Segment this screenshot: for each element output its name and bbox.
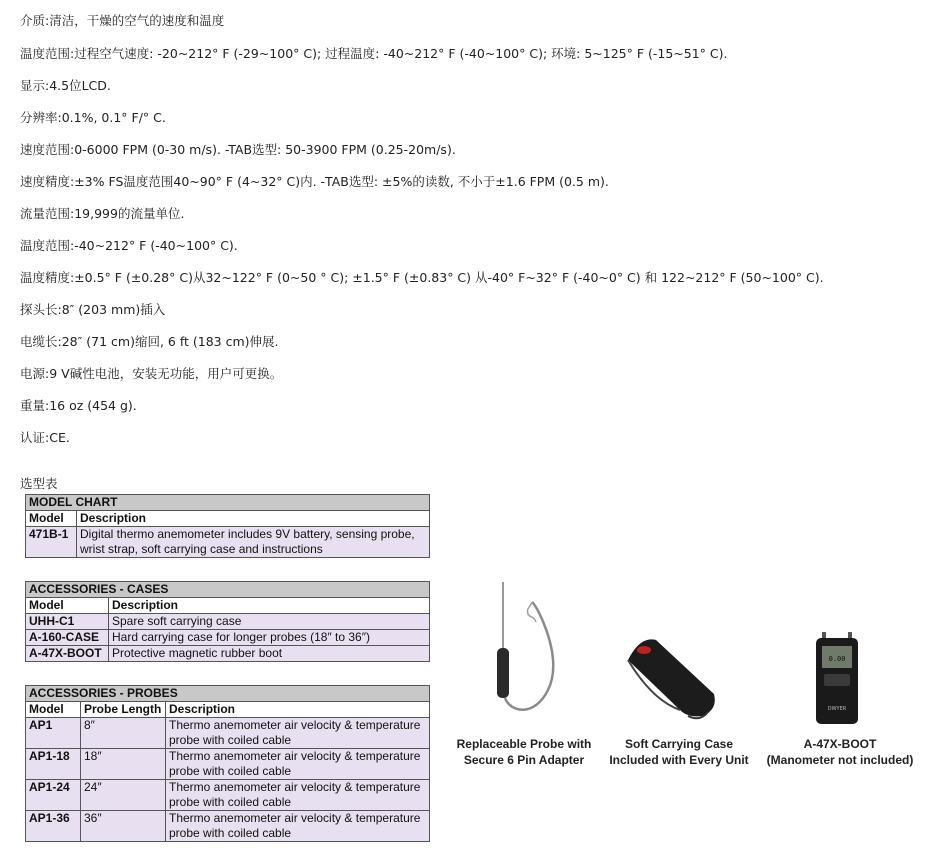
table-row: [26, 646, 430, 662]
probe-image: [470, 578, 580, 723]
table-row: [26, 811, 430, 842]
selection-table-heading: 选型表: [20, 476, 58, 491]
model-cell: 471B-1: [26, 527, 77, 558]
column-header-description: Description: [77, 511, 430, 527]
brand-logo: [637, 646, 651, 654]
caption-line: Replaceable Probe with: [456, 737, 592, 751]
model-cell: UHH-C1: [26, 614, 109, 630]
cases-table: [25, 581, 430, 662]
model-cell: AP1-36: [26, 811, 81, 842]
table-row: [26, 780, 430, 811]
caption-line: (Manometer not included): [766, 753, 914, 767]
model-cell: A-47X-BOOT: [26, 646, 109, 662]
column-header-description: Description: [166, 702, 430, 718]
spec-velocity-accuracy: 速度精度:±3% FS温度范围40~90° F (4~32° C)内. -TAB选型: ±5%的读数, 不小于±1.6 FPM (0.5 m).: [20, 174, 609, 189]
model-cell: AP1-18: [26, 749, 81, 780]
cases-table-title: ACCESSORIES - CASES: [26, 582, 430, 598]
caption-line: Secure 6 Pin Adapter: [463, 753, 585, 767]
column-header-probe-length: Probe Length: [81, 702, 166, 718]
column-header-model: Model: [26, 511, 77, 527]
spec-weight: 重量:16 oz (454 g).: [20, 398, 137, 413]
description-cell: Spare soft carrying case: [109, 614, 430, 630]
spec-temp-range-2: 温度范围:-40~212° F (-40~100° C).: [20, 238, 238, 253]
device-buttons: [824, 674, 850, 686]
table-row: [26, 749, 430, 780]
rubber-boot-image: [812, 632, 862, 727]
description-cell: Hard carrying case for longer probes (18″ to 36″): [109, 630, 430, 646]
caption-line: Soft Carrying Case: [624, 737, 734, 751]
probe-handle: [497, 648, 509, 698]
device-label: DWYER: [827, 706, 847, 712]
column-header-description: Description: [109, 598, 430, 614]
spec-cable-length: 电缆长:28″ (71 cm)缩回, 6 ft (183 cm)伸展.: [20, 334, 279, 349]
table-row: [26, 527, 430, 558]
description-cell: Thermo anemometer air velocity & temperature probe with coiled cable: [166, 749, 430, 780]
caption-line: Included with Every Unit: [609, 753, 749, 767]
spec-probe-length: 探头长:8″ (203 mm)插入: [20, 302, 166, 317]
length-cell: 36″: [81, 811, 166, 842]
length-cell: 18″: [81, 749, 166, 780]
model-cell: AP1: [26, 718, 81, 749]
spec-medium: 介质:清洁，干燥的空气的速度和温度: [20, 13, 225, 28]
column-header-model: Model: [26, 598, 109, 614]
description-cell: Protective magnetic rubber boot: [109, 646, 430, 662]
spec-power: 电源:9 V碱性电池，安装无功能，用户可更换。: [20, 366, 283, 381]
model-cell: AP1-24: [26, 780, 81, 811]
product-case-caption: [602, 736, 756, 768]
model-chart-table: [25, 494, 430, 558]
carrying-case-image: [622, 630, 722, 722]
description-cell: Thermo anemometer air velocity & temperature probe with coiled cable: [166, 718, 430, 749]
probes-table: [25, 685, 430, 842]
description-cell: Thermo anemometer air velocity & temperature probe with coiled cable: [166, 811, 430, 842]
table-row: [26, 630, 430, 646]
product-boot-caption: [760, 736, 920, 768]
caption-line: A-47X-BOOT: [803, 737, 877, 751]
length-cell: 24″: [81, 780, 166, 811]
spec-temperature-range: 温度范围:过程空气速度: -20~212° F (-29~100° C); 过程温度: -40~212° F (-40~100° C); 环境: 5~125° F (-15~51° C).: [20, 46, 728, 61]
spec-flow-range: 流量范围:19,999的流量单位.: [20, 206, 185, 221]
model-chart-title: MODEL CHART: [26, 495, 430, 511]
spec-resolution: 分辨率:0.1%, 0.1° F/° C.: [20, 110, 166, 125]
column-header-model: Model: [26, 702, 81, 718]
spec-velocity-range: 速度范围:0-6000 FPM (0-30 m/s). -TAB选型: 50-3900 FPM (0.25-20m/s).: [20, 142, 456, 157]
description-cell: Thermo anemometer air velocity & temperature probe with coiled cable: [166, 780, 430, 811]
spec-temp-accuracy: 温度精度:±0.5° F (±0.28° C)从32~122° F (0~50 ° C); ±1.5° F (±0.83° C) 从-40° F~32° F (-40~0° C) 和 122~212° F (50~100° C).: [20, 270, 824, 285]
length-cell: 8″: [81, 718, 166, 749]
coiled-cable: [505, 602, 553, 710]
table-row: [26, 614, 430, 630]
table-row: [26, 718, 430, 749]
display-reading: 0.00: [828, 655, 846, 663]
model-cell: A-160-CASE: [26, 630, 109, 646]
spec-display: 显示:4.5位LCD.: [20, 78, 111, 93]
probes-table-title: ACCESSORIES - PROBES: [26, 686, 430, 702]
description-cell: Digital thermo anemometer includes 9V battery, sensing probe, wrist strap, soft carrying case and instructions: [77, 527, 430, 558]
product-probe-caption: [446, 736, 602, 768]
spec-certification: 认证:CE.: [20, 430, 70, 445]
